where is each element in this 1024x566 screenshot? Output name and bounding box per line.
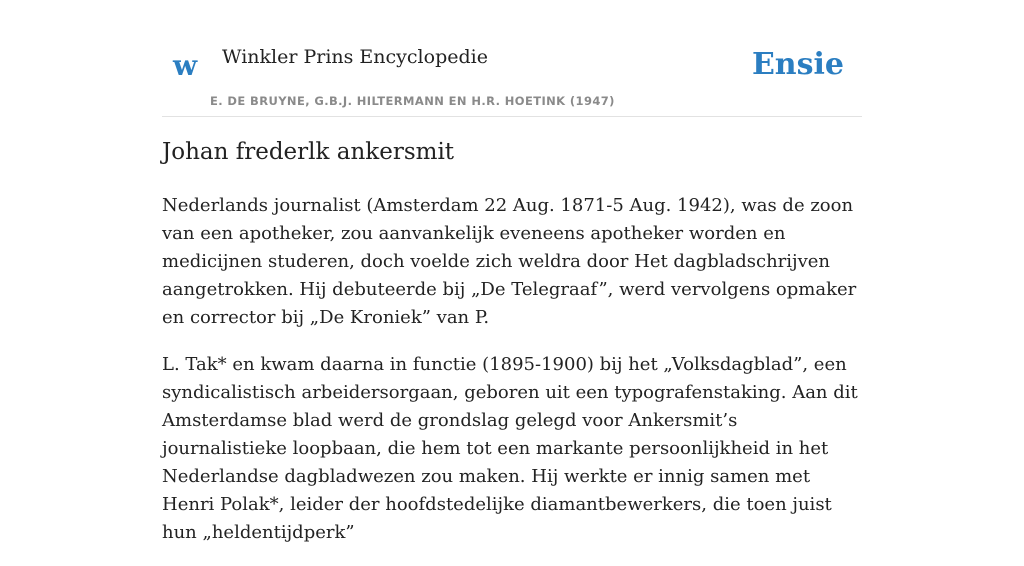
site-header [162,0,862,117]
publication-authors: E. DE BRUYNE, G.B.J. HILTERMANN EN H.R. HOETINK (1947) [210,94,615,108]
article-paragraph: L. Tak* en kwam daarna in functie (1895-1900) bij het „Volksdagblad”, een syndicalistisch arbeidersorgaan, geboren uit een typografenstaking. Aan dit Amsterdamse blad werd de grondslag gelegd voor Ankersmit’s journalistieke loopbaan, die hem tot een markante persoonlijkheid in het Nederlandse dagbladwezen zou maken. Hij werkte er innig samen met Henri Polak*, leider der hoofdstedelijke diamantbewerkers, die toen juist hun „heldentijdperk” [162,354,858,543]
winkler-prins-logo[interactable]: w [173,49,198,82]
publication-title[interactable]: Winkler Prins Encyclopedie [222,46,488,68]
ensie-brand-logo[interactable]: Ensie [751,47,844,82]
article-title: Johan frederlk ankersmit [162,139,455,165]
article-body [162,192,862,566]
article-paragraph: Nederlands journalist (Amsterdam 22 Aug. 1871-5 Aug. 1942), was de zoon van een apotheker, zou aanvankelijk eveneens apotheker worden en medicijnen studeren, doch voelde zich weldra door Het dagbladschrijven aangetrokken. Hij debuteerde bij „De Telegraaf”, werd vervolgens opmaker en corrector bij „De Kroniek” van P. [162,195,857,328]
